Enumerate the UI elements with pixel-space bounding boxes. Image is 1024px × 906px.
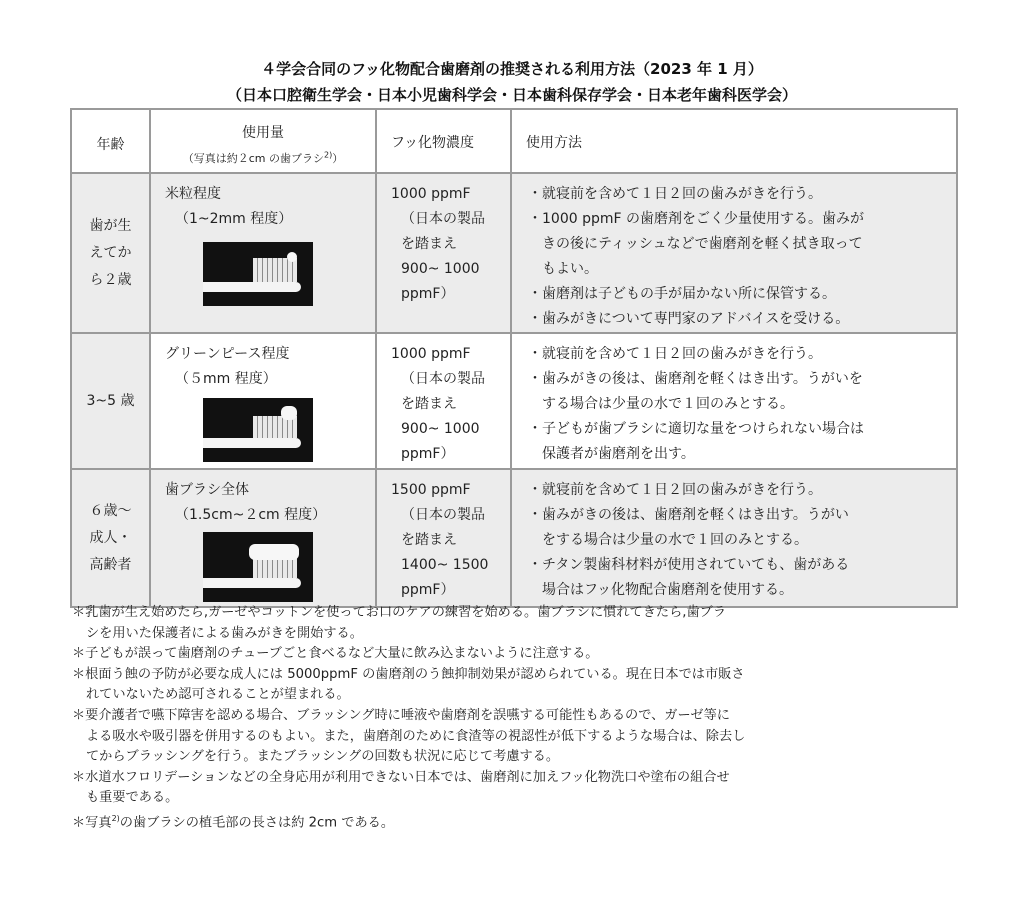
- usage-cell: ・就寝前を含めて１日２回の歯みがきを行う。 ・歯みがきの後は、歯磨剤を軽くはき出す。うがいを する場合は少量の水で１回のみとする。 ・子どもが歯ブラシに適切な量をつけられない場合は 保護者が歯磨剤を出す。: [511, 333, 957, 469]
- header-concentration: フッ化物濃度: [376, 109, 511, 173]
- amount-label: 米粒程度: [165, 186, 221, 202]
- toothbrush-photo: [203, 532, 313, 602]
- table-row: [71, 333, 957, 469]
- amount-sub: （５mm 程度）: [175, 371, 277, 387]
- amount-label: グリーンピース程度: [165, 346, 290, 362]
- footnote-photo: ＊写真$^{2)}$の歯ブラシの植毛部の長さは約 2cm である。: [72, 813, 395, 831]
- header-amount-label: 使用量: [242, 125, 284, 141]
- footnotes: [72, 603, 952, 834]
- toothbrush-photo: [203, 242, 313, 306]
- amount-cell: [150, 173, 376, 333]
- usage-cell: ・就寝前を含めて１日２回の歯みがきを行う。 ・1000 ppmF の歯磨剤をごく少量使用する。歯みが きの後にティッシュなどで歯磨剤を軽く拭き取って もよい。 ・歯磨剤は子どもの手が届かない所に保管する。 ・歯みがきについて専門家のアドバイスを受ける。: [511, 173, 957, 333]
- footnote: ＊子どもが誤って歯磨剤のチューブごと食べるなど大量に飲み込まないように注意する。: [72, 646, 599, 662]
- concentration-cell: 1500 ppmF （日本の製品 を踏まえ 1400~ 1500 ppmF）: [376, 469, 511, 607]
- table-row: [71, 469, 957, 607]
- amount-sub: （1~2mm 程度）: [175, 211, 293, 227]
- amount-sub: （1.5cm~２cm 程度）: [175, 507, 327, 523]
- document-title: ４学会合同のフッ化物配合歯磨剤の推奨される利用方法（2023 年 1 月）: [261, 60, 763, 78]
- concentration-cell: 1000 ppmF （日本の製品 を踏まえ 900~ 1000 ppmF）: [376, 173, 511, 333]
- amount-cell: [150, 469, 376, 607]
- header-amount-note: （写真は約２cm の歯ブラシ$^{2)}$）: [182, 150, 344, 165]
- footnote: ＊要介護者で嚥下障害を認める場合、ブラッシング時に唾液や歯磨剤を誤嚥する可能性もあるので、ガーゼ等に よる吸水や吸引器を併用するのもよい。また，歯磨剤のために食渣等の視認性が低下するような場合は、除去し てからブラッシングを行う。またブラッシングの回数も状況に応じて考慮する。: [72, 707, 746, 765]
- amount-label: 歯ブラシ全体: [165, 482, 249, 498]
- age-cell: 3~5 歳: [71, 333, 150, 469]
- age-cell: ６歳～ 成人・ 高齢者: [71, 469, 150, 607]
- usage-cell: ・就寝前を含めて１日２回の歯みがきを行う。 ・歯みがきの後は、歯磨剤を軽くはき出す。うがい をする場合は少量の水で１回のみとする。 ・チタン製歯科材料が使用されていても、歯がある 場合はフッ化物配合歯磨剤を使用する。: [511, 469, 957, 607]
- recommendation-table: [70, 108, 958, 608]
- table-row: [71, 173, 957, 333]
- header-age: 年齢: [71, 109, 150, 173]
- footnote: ＊根面う蝕の予防が必要な成人には 5000ppmF の歯磨剤のう蝕抑制効果が認められている。現在日本では市販さ れていないため認可されることが望まれる。: [72, 666, 745, 703]
- age-cell: 歯が生 えてか ら２歳: [71, 173, 150, 333]
- footnote: ＊水道水フロリデーションなどの全身応用が利用できない日本では、歯磨剤に加えフッ化物洗口や塗布の組合せ も重要である。: [72, 769, 730, 806]
- amount-cell: [150, 333, 376, 469]
- header-amount: [150, 109, 376, 173]
- footnote: ＊乳歯が生え始めたら,ガーゼやコットンを使ってお口のケアの練習を始める。歯ブラシに慣れてきたら,歯ブラ シを用いた保護者による歯みがきを開始する。: [72, 605, 727, 641]
- document-subtitle: （日本口腔衛生学会・日本小児歯科学会・日本歯科保存学会・日本老年歯科医学会）: [226, 86, 797, 104]
- concentration-cell: 1000 ppmF （日本の製品 を踏まえ 900~ 1000 ppmF）: [376, 333, 511, 469]
- toothbrush-photo: [203, 398, 313, 462]
- table-header-row: [71, 109, 957, 173]
- header-usage: 使用方法: [511, 109, 957, 173]
